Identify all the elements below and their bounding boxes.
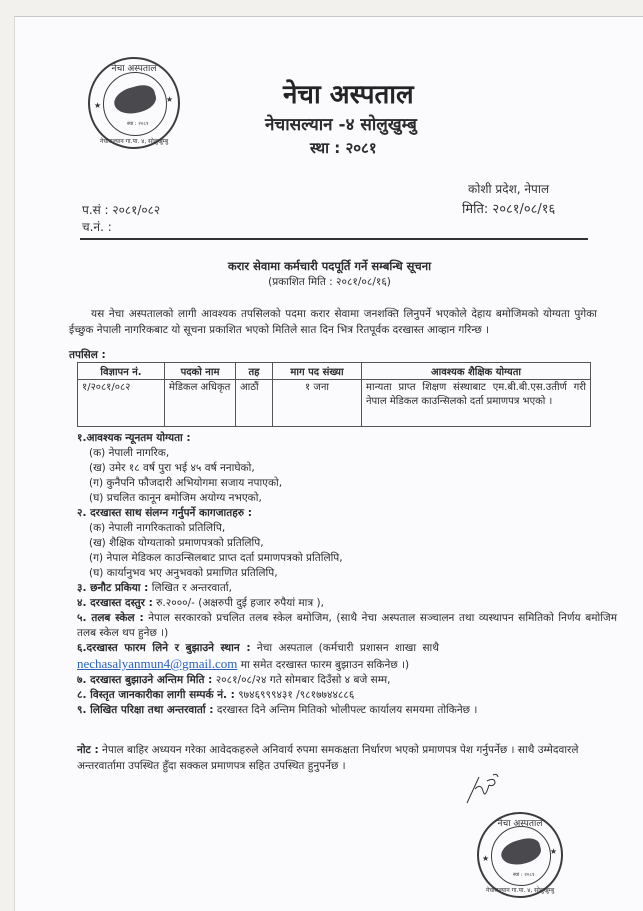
cell-level: आठौं [236, 380, 273, 427]
s1-item: (ख) उमेर १८ वर्ष पुरा भई ४५ वर्ष ननाघेको, [89, 462, 255, 474]
s9-text: दरखास्त दिने अन्तिम मितिको भोलीपल्ट कार्यालय समयमा तोकिनेछ । [216, 704, 478, 716]
col-qualification: आवश्यक शैक्षिक योग्यता [362, 363, 591, 380]
section-6-cont [77, 656, 617, 673]
hospital-seal-bottom [477, 812, 563, 898]
intro-paragraph: यस नेचा अस्पतालको लागी आवश्यक तपसिलको पदमा करार सेवामा जनशक्ति लिनुपर्ने भएकोले देहाय बमोजिमको योग्यता पुगेका ईच्छुक नेपाली नागरिकबाट यो सूचना प्रकाशित भएको मितिले सात दिन भित्र रितपूर्वक दरखास्त आव्हान गरिन्छ । [69, 308, 597, 336]
s5-label: ५. तलब स्केल : [77, 612, 144, 624]
org-address: नेचासल्यान -४ सोलुखुम्बु [265, 115, 417, 135]
seal-est: स्था : २०८१ [127, 121, 149, 127]
cell-qualification: मान्यता प्राप्त शिक्षण संस्थाबाट एम.बी.बी.एस.उतीर्ण गरी नेपाल मेडिकल काउन्सिलको दर्ता प्रमाणपत्र भएको । [362, 380, 591, 427]
s7-text: २०८१/०८/२४ गते सोमबार दिउँसो ४ बजे सम्म, [215, 674, 391, 686]
star-icon: ★ [165, 95, 173, 104]
s1-item: (घ) प्रचलित कानून बमोजिम अयोग्य नभएको, [89, 492, 262, 504]
ref-number: प.सं : २०८१/०८२ [82, 203, 161, 217]
org-established: स्था : २०८१ [310, 139, 377, 157]
signature [465, 771, 501, 805]
seal-text: नेचा अस्पताल [111, 64, 157, 74]
s4-label: ४. दरखास्त दस्तुर : [77, 597, 153, 609]
s2-item: (घ) कार्यानुभव भए अनुभवको प्रमाणित प्रतिलिपि, [89, 567, 278, 579]
s6-text2: मा समेत दरखास्त फारम बुझाउन सकिनेछ ।) [240, 659, 410, 671]
header-divider [80, 238, 588, 240]
star-icon: ★ [482, 854, 490, 863]
note-text: नेपाल बाहिर अध्ययन गरेका आवेदकहरुले अनिवार्य रुपमा समकक्षता निर्धारण भएको प्रमाणपत्र पेश गर्नुपर्नेछ । साथै उम्मेदवारले अन्तरवार्तामा उपस्थित हुँदा सक्कल प्रमाणपत्र सहित उपस्थित हुनुपर्नेछ । [77, 744, 579, 772]
notice-page [14, 16, 643, 911]
dispatch-number: च.नं. : [82, 220, 112, 234]
star-icon: ★ [549, 847, 557, 856]
s2-item: (क) नेपाली नागरिकताको प्रतिलिपि, [89, 522, 226, 534]
cell-demand: १ जना [273, 380, 362, 427]
s6-text: नेचा अस्पताल (कर्मचारी प्रशासन शाखा साथै [256, 642, 439, 654]
section-9 [77, 703, 617, 718]
section-3 [77, 581, 617, 596]
requirements-list [77, 431, 617, 718]
section-2-title: २. दरखास्त साथ संलग्न गर्नुपर्ने कागजातहरु : [77, 507, 252, 519]
org-name: नेचा अस्पताल [283, 80, 414, 110]
note [77, 742, 607, 774]
hospital-seal-top [88, 57, 180, 149]
table-header-row [78, 363, 591, 380]
s3-text: लिखित र अन्तरवार्ता, [151, 582, 232, 594]
s7-label: ७. दरखास्त बुझाउने अन्तिम मिति : [77, 674, 213, 686]
section-6 [77, 641, 617, 656]
s3-label: ३. छनौट प्रकिया : [77, 582, 149, 594]
col-level: तह [236, 363, 273, 380]
section-8 [77, 688, 617, 703]
section-7 [77, 673, 617, 688]
section-4 [77, 596, 617, 611]
note-label: नोट : [77, 744, 99, 756]
seal-bottom-text: नेचासल्यान गा.पा. ४, सोलुखुम्बु [99, 138, 169, 145]
published-date: (प्रकाशित मिति : २०८१/०८/१६) [268, 276, 391, 288]
col-demand: माग पद संख्या [273, 363, 362, 380]
seal-text: नेचा अस्पताल [497, 819, 543, 829]
table-row [78, 380, 591, 427]
s9-label: ९. लिखित परिक्षा तथा अन्तरवार्ता : [77, 704, 214, 716]
section-5 [77, 611, 617, 641]
s6-label: ६.दरखास्त फारम लिने र बुझाउने स्थान : [77, 642, 251, 654]
s5-text: नेपाल सरकारको प्रचलित तलब स्केल बमोजिम, (साथै नेचा अस्पताल सञ्चालन तथा व्यस्थापन समितिको निर्णय बमोजिम तलब स्केल थप हुनेछ ।) [77, 612, 617, 639]
col-post-name: पदको नाम [165, 363, 236, 380]
s8-text: ९७४६९९९४३१ /९८१७७४४८८६ [238, 689, 355, 701]
s1-item: (ग) कुनैपनि फौजदारी अभियोगमा सजाय नपाएको, [89, 477, 283, 489]
province: कोशी प्रदेश, नेपाल [468, 182, 550, 196]
s2-item: (ख) शैक्षिक योग्यताको प्रमाणपत्रको प्रतिलिपि, [89, 537, 264, 549]
vacancy-table [77, 362, 591, 427]
col-advert-no: विज्ञापन नं. [78, 363, 165, 380]
s1-item: (क) नेपाली नागरिक, [89, 447, 170, 459]
notice-title: करार सेवामा कर्मचारी पदपूर्ति गर्ने सम्बन्धि सूचना [227, 259, 432, 273]
s2-item: (ग) नेपाल मेडिकल काउन्सिलबाट प्राप्त दर्ता प्रमाणपत्रको प्रतिलिपि, [89, 552, 343, 564]
star-icon: ★ [94, 101, 102, 110]
tapsil-label: तपसिल : [69, 349, 106, 361]
s4-text: रु.२०००/- (अक्षरुपी दुई हजार रुपैयां मात्र ), [156, 597, 324, 609]
seal-bottom-text: नेचासल्यान गा.पा. ४, सोलुखुम्बु [485, 887, 555, 894]
email-link[interactable]: nechasalyanmun4@gmail.com [77, 656, 238, 671]
seal-est: स्था : २०८१ [513, 872, 535, 878]
date: मिति: २०८१/०८/१६ [462, 202, 556, 217]
cell-advert-no: १/२०८१/०८२ [78, 380, 165, 427]
section-1-title: १.आवश्यक न्यूनतम योग्यता : [77, 432, 191, 444]
cell-post-name: मेडिकल अधिकृत [165, 380, 236, 427]
s8-label: ८. विस्तृत जानकारीका लागी सम्पर्क नं. : [77, 689, 235, 701]
